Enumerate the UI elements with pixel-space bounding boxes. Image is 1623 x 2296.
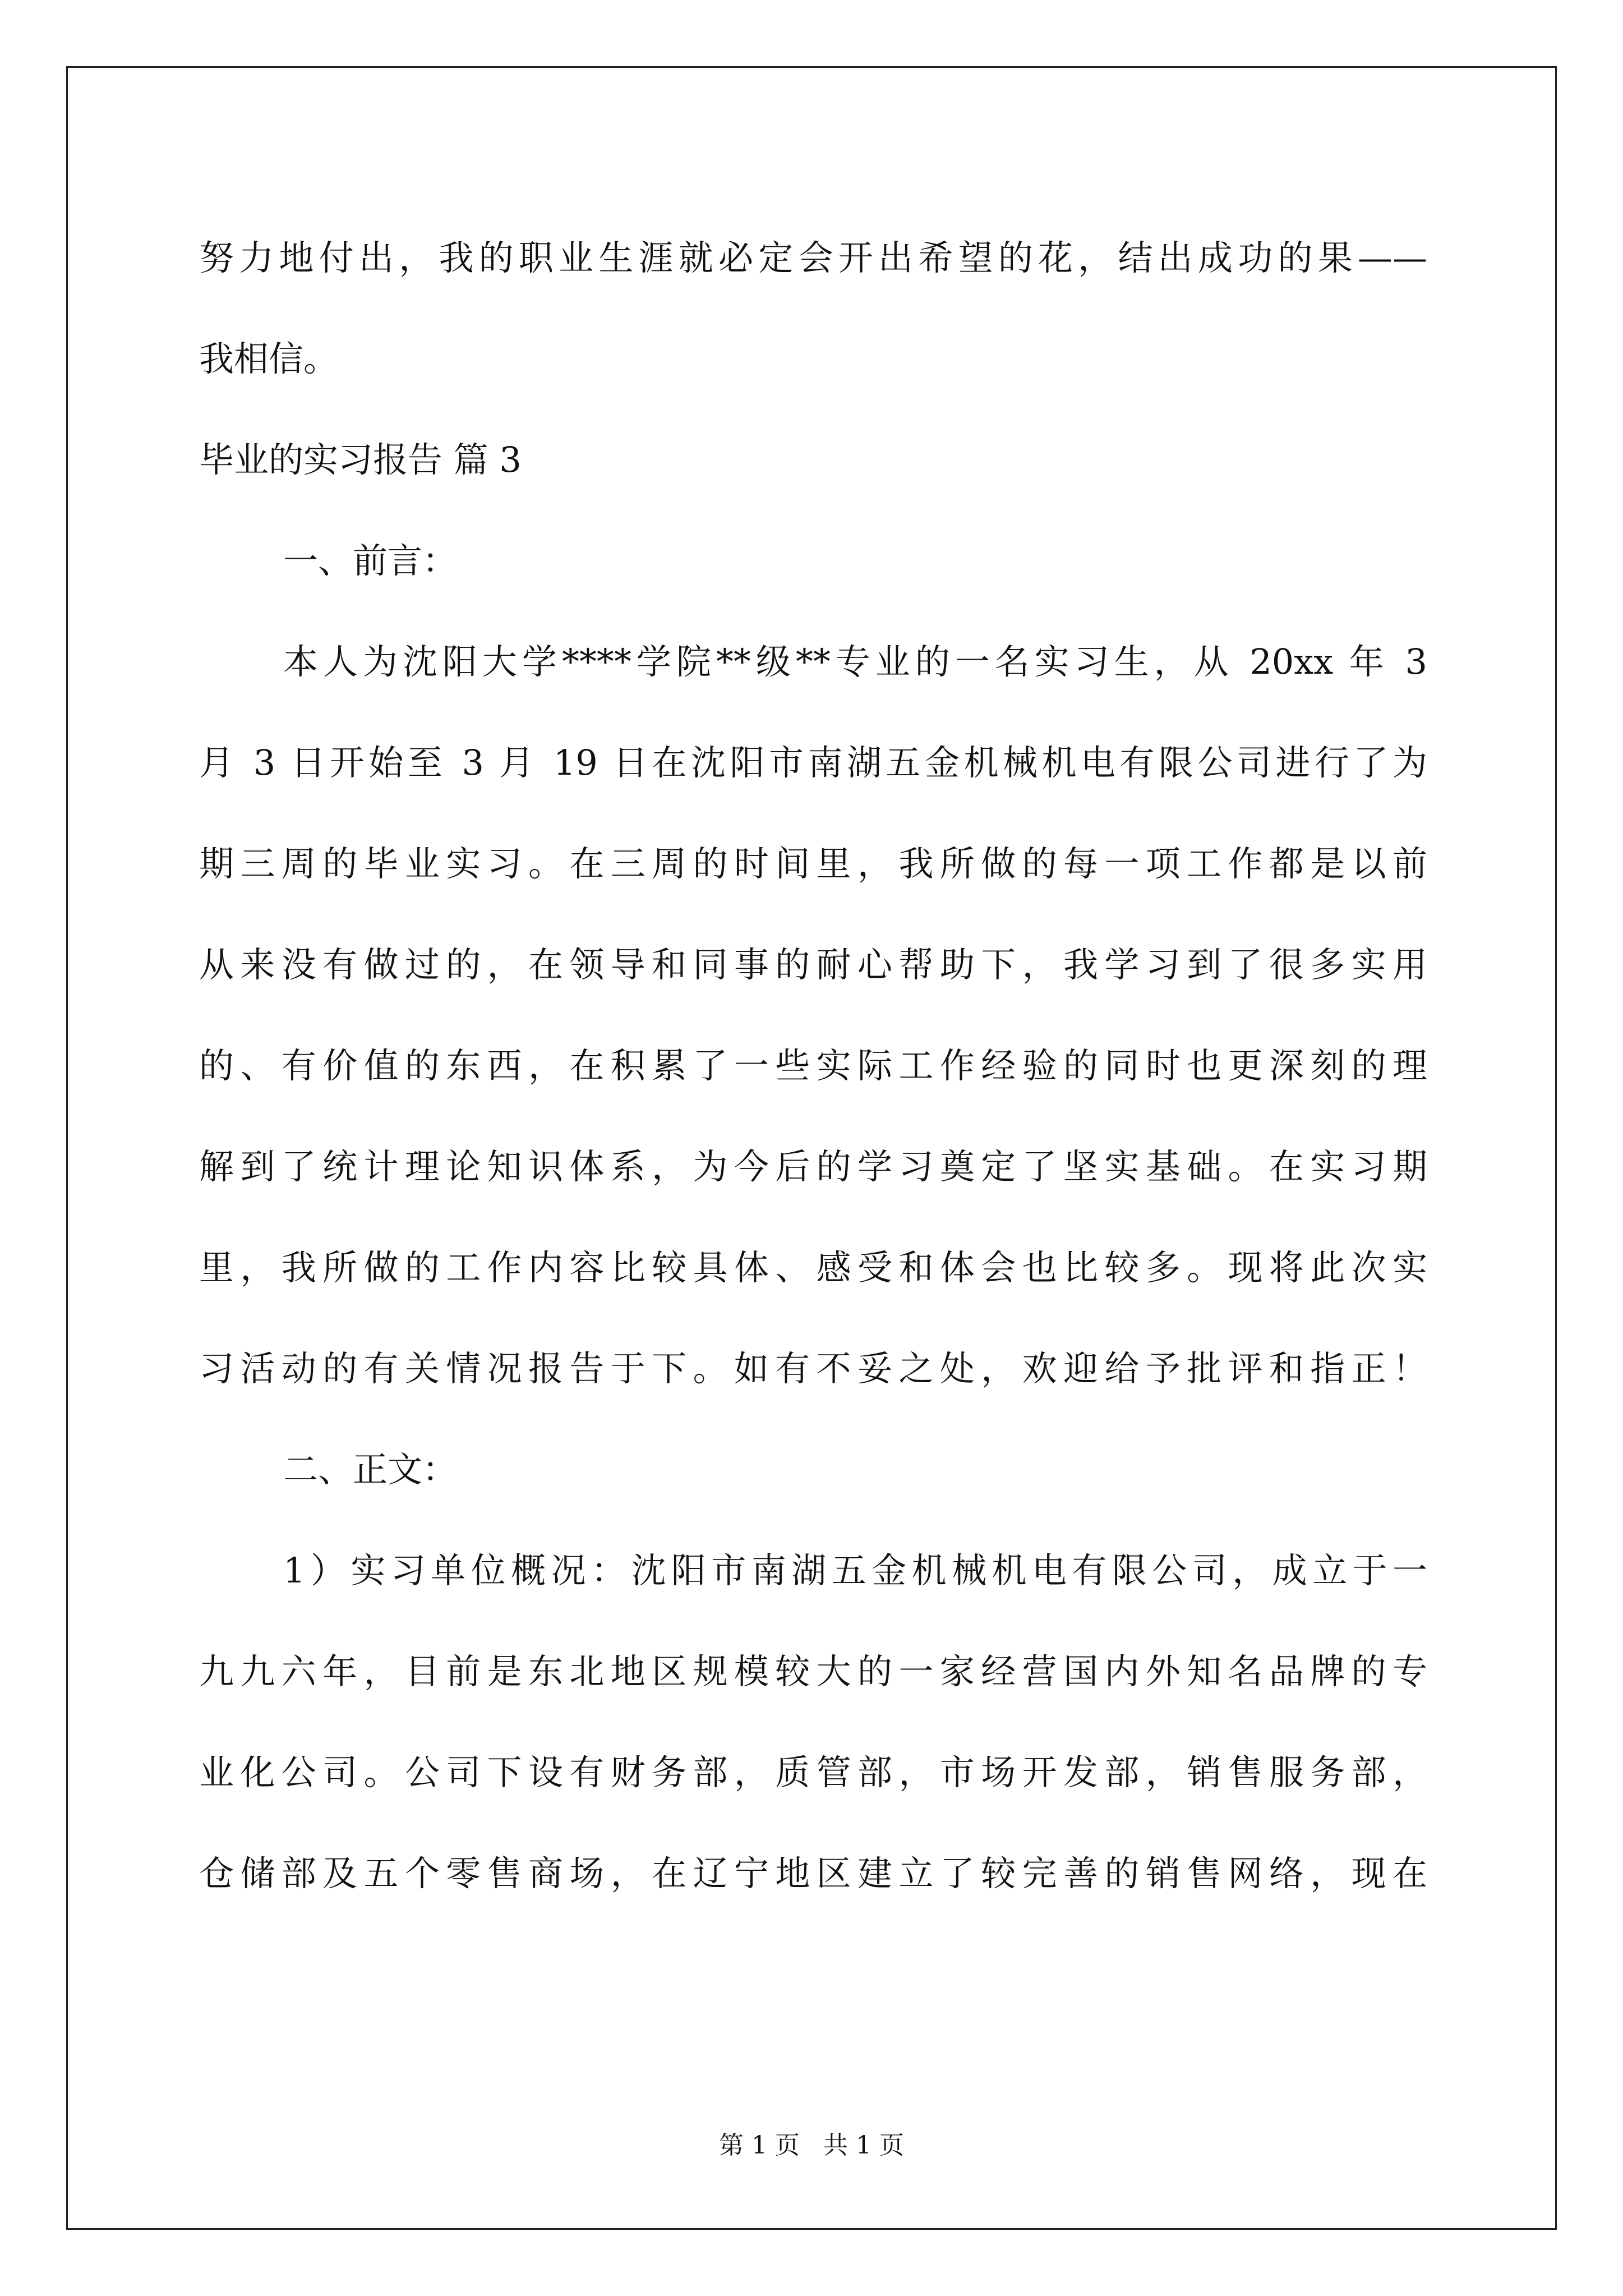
paragraph-line: 努力地付出，我的职业生涯就必定会开出希望的花，结出成功的果——	[199, 237, 1427, 278]
paragraph-line: 月 3 日开始至 3 月 19 日在沈阳市南湖五金机械机电有限公司进行了为	[199, 742, 1427, 783]
paragraph-line: 仓储部及五个零售商场，在辽宁地区建立了较完善的销售网络，现在	[199, 1853, 1427, 1894]
paragraph-line: 我相信。	[199, 338, 339, 379]
paragraph-line: 期三周的毕业实习。在三周的时间里，我所做的每一项工作都是以前	[199, 843, 1427, 884]
paragraph-line: 的、有价值的东西，在积累了一些实际工作经验的同时也更深刻的理	[199, 1045, 1427, 1086]
paragraph-line: 里，我所做的工作内容比较具体、感受和体会也比较多。现将此次实	[199, 1247, 1427, 1288]
subheading-body: 二、正文：	[283, 1449, 458, 1490]
page-footer	[0, 2129, 1623, 2162]
subheading-preface: 一、前言：	[283, 540, 458, 581]
page-total: 共 1 页	[823, 2131, 904, 2160]
paragraph-line: 习活动的有关情况报告于下。如有不妥之处，欢迎给予批评和指正！	[199, 1348, 1427, 1389]
paragraph-line: 从来没有做过的，在领导和同事的耐心帮助下，我学习到了很多实用	[199, 944, 1427, 985]
section-heading: 毕业的实习报告 篇 3	[199, 439, 522, 480]
document-body	[199, 208, 1427, 1924]
page-number: 第 1 页	[719, 2131, 800, 2160]
paragraph-line: 解到了统计理论知识体系，为今后的学习奠定了坚实基础。在实习期	[199, 1146, 1427, 1187]
paragraph-line: 业化公司。公司下设有财务部，质管部，市场开发部，销售服务部，	[199, 1752, 1427, 1793]
paragraph-line: 1）实习单位概况：沈阳市南湖五金机械机电有限公司，成立于一	[283, 1550, 1427, 1591]
paragraph-line: 本人为沈阳大学****学院**级**专业的一名实习生，从 20xx 年 3	[283, 641, 1427, 682]
paragraph-line: 九九六年，目前是东北地区规模较大的一家经营国内外知名品牌的专	[199, 1651, 1427, 1692]
